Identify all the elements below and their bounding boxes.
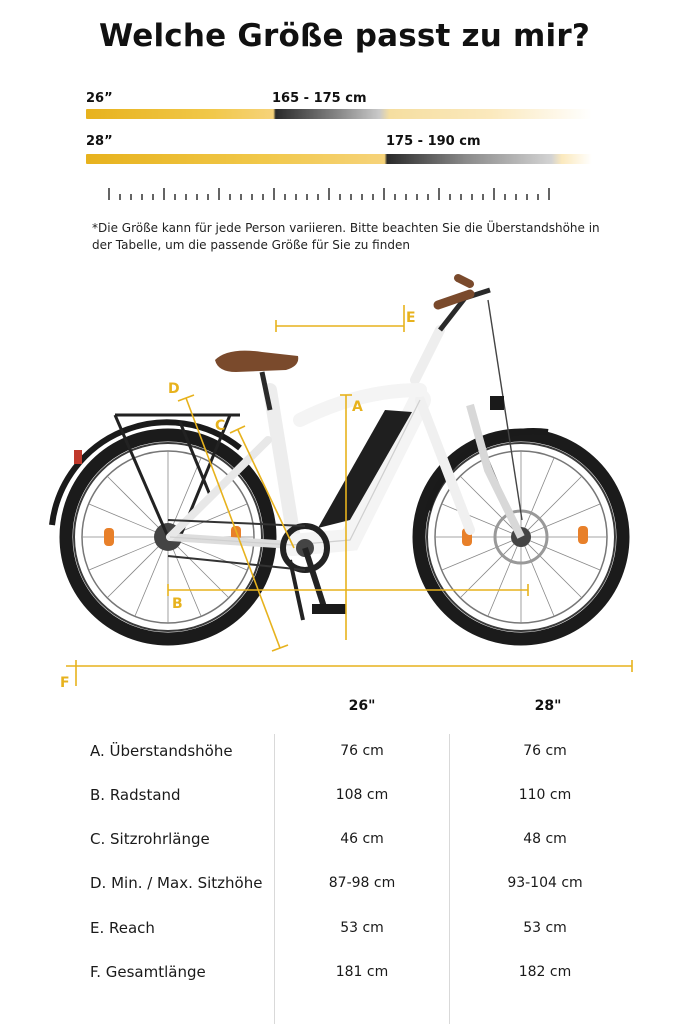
size-bar-26 <box>86 109 592 119</box>
size-note: *Die Größe kann für jede Person variieren. Bitte beachten Sie die Überstandshöhe in der Tabelle, um die passende Größe für Sie zu finden <box>92 221 600 252</box>
size-label-26: 26” <box>86 91 113 106</box>
dim-label-a: A <box>352 399 363 415</box>
table-row-label: F. Gesamtlänge <box>90 963 206 981</box>
table-cell-28: 48 cm <box>523 831 567 847</box>
size-label-28: 28” <box>86 134 113 149</box>
table-cell-26: 87-98 cm <box>328 875 396 891</box>
dim-label-e: E <box>406 310 416 326</box>
dim-label-c: C <box>215 418 226 434</box>
table-cell-28: 110 cm <box>518 787 572 803</box>
table-cell-26: 46 cm <box>340 831 384 847</box>
table-cell-26: 181 cm <box>335 964 389 980</box>
dim-label-b: B <box>172 596 183 612</box>
table-cell-28: 182 cm <box>518 964 572 980</box>
column-header-28: 28" <box>534 698 562 714</box>
table-cell-28: 53 cm <box>523 920 567 936</box>
page-title: Welche Größe passt zu mir? <box>98 18 591 54</box>
column-divider <box>274 734 275 1024</box>
dim-label-f: F <box>60 675 70 691</box>
table-cell-28: 76 cm <box>523 743 567 759</box>
height-ruler <box>108 186 558 204</box>
table-row-label: B. Radstand <box>90 786 181 804</box>
range-label-28: 175 - 190 cm <box>386 134 481 149</box>
dim-label-d: D <box>168 381 180 397</box>
table-cell-26: 108 cm <box>335 787 389 803</box>
table-row-label: C. Sitzrohrlänge <box>90 830 210 848</box>
table-row-label: A. Überstandshöhe <box>90 742 233 760</box>
table-row-label: E. Reach <box>90 919 155 937</box>
range-label-26: 165 - 175 cm <box>272 91 367 106</box>
table-cell-28: 93-104 cm <box>507 875 583 891</box>
bike-illustration <box>0 262 689 692</box>
table-cell-26: 53 cm <box>340 920 384 936</box>
column-header-26: 26" <box>348 698 376 714</box>
table-cell-26: 76 cm <box>340 743 384 759</box>
size-bar-28 <box>86 154 592 164</box>
table-row-label: D. Min. / Max. Sitzhöhe <box>90 874 263 892</box>
column-divider <box>449 734 450 1024</box>
